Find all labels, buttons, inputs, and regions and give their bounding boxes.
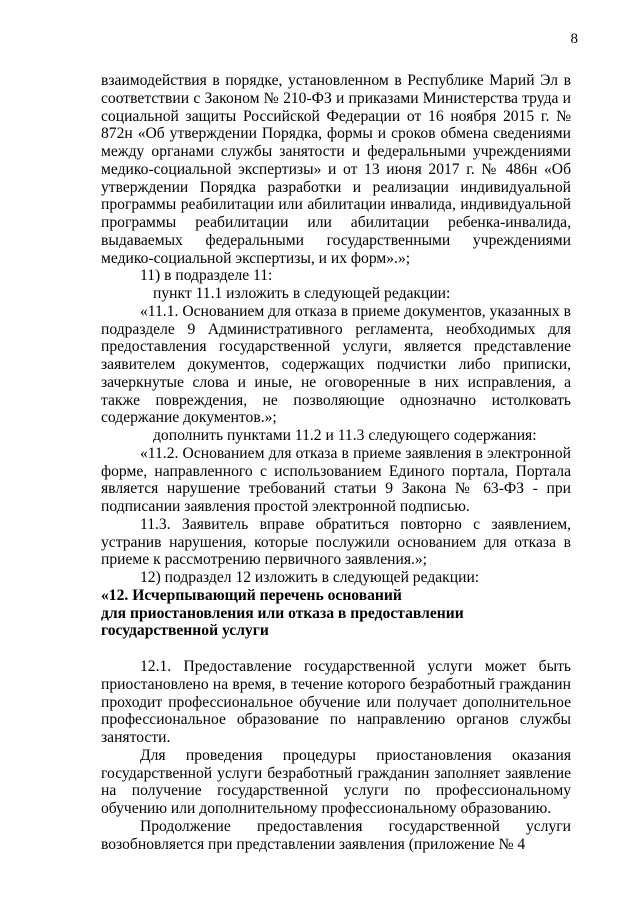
paragraph-item-12: 12) подраздел 12 изложить в следующей редакции: xyxy=(140,569,480,586)
section-title xyxy=(101,587,571,640)
section-title-line: «12. Исчерпывающий перечень оснований xyxy=(101,586,402,604)
paragraph-point-11-2: «11.2. Основанием для отказа в приеме заявления в электронной форме, направленного с использованием Единого портала, Портала является нарушение требований статьи 9 Закона № 63-ФЗ - при подписании заявления простой электронной подписью. xyxy=(101,444,571,515)
paragraph-resumption: Продолжение предоставления государственной услуги возобновляется при представлении заявления (приложение № 4 xyxy=(101,817,571,853)
paragraph-point-12-1: 12.1. Предоставление государственной услуги может быть приостановлено на время, в течение которого безработный гражданин проходит профессиональное обучение или получает дополнительное профессиональное образование по направлению органов службы занятости. xyxy=(101,658,571,746)
paragraph-points-11-2-11-3-intro: дополнить пунктами 11.2 и 11.3 следующего содержания: xyxy=(153,427,537,444)
section-title-line: для приостановления или отказа в предоставлении xyxy=(101,604,464,622)
paragraph-point-11-1: «11.1. Основанием для отказа в приеме документов, указанных в подразделе 9 Административного регламента, необходимых для предоставления государственной услуги, является представление заявителем документов, содержащих подчистки либо приписки, зачеркнутые слова и иные, не оговоренные в них исправления, а также повреждения, не позволяющие однозначно истолковать содержание документов.»; xyxy=(101,302,571,427)
paragraph-point-11-1-intro: пункт 11.1 изложить в следующей редакции: xyxy=(153,285,451,302)
paragraph-item-11: 11) в подразделе 11: xyxy=(140,267,273,285)
paragraph-interaction-order: взаимодействия в порядке, установленном в Республике Марий Эл в соответствии с Законом № 210-ФЗ и приказами Министерства труда и социальной защиты Российской Федерации от 16 ноября 2015 г. № 872н «Об утверждении Порядка, формы и сроков обмена сведениями между органами службы занятости и федеральными учреждениями медико-социальной экспертизы» и от 13 июня 2017 г. № 486н «Об утверждении Порядка разработки и реализации индивидуальной программы реабилитации или абилитации инвалида, индивидуальной программы реабилитации или абилитации ребенка-инвалида, выдаваемых федеральными государственными учреждениями медико-социальной экспертизы, и их форм».»; xyxy=(101,72,571,267)
document-body xyxy=(101,72,571,853)
paragraph-suspension-procedure: Для проведения процедуры приостановления оказания государственной услуги безработный гражданин заполняет заявление на получение государственной услуги по профессиональному обучению или дополнительному профессиональному образованию. xyxy=(101,746,571,817)
section-spacer xyxy=(101,640,571,658)
paragraph-point-11-3: 11.3. Заявитель вправе обратиться повторно с заявлением, устранив нарушения, которые послужили основанием для отказа в приеме к рассмотрению первичного заявления.»; xyxy=(101,515,571,569)
page-number: 8 xyxy=(570,31,578,47)
section-title-line: государственной услуги xyxy=(101,622,269,640)
